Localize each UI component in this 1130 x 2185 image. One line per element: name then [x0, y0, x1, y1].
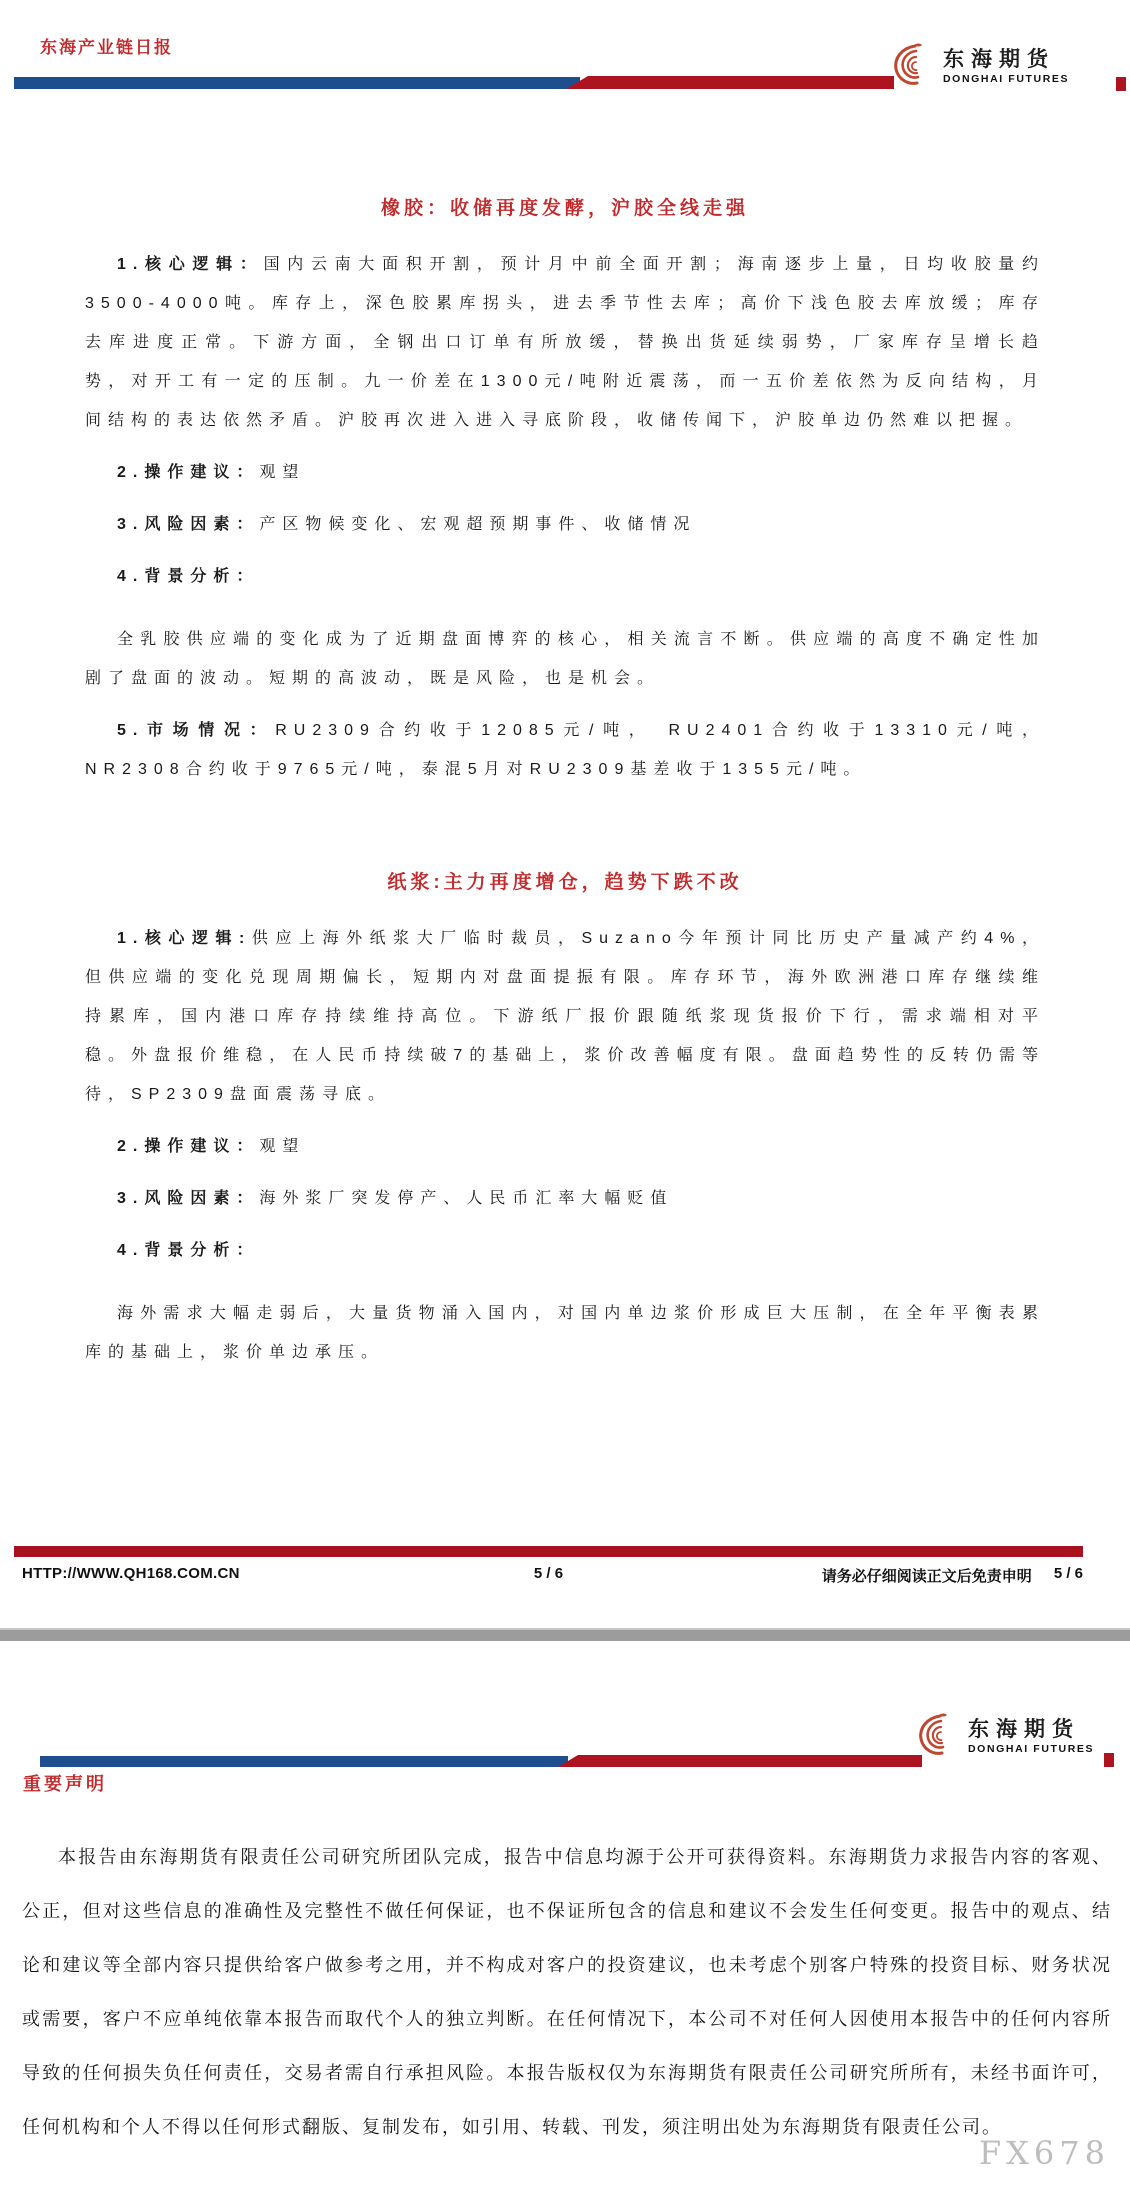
logo-cn-name: 东海期货	[943, 48, 1055, 72]
important-statement-title: 重要声明	[23, 1774, 107, 1794]
logo-red-square	[1104, 1753, 1114, 1767]
pulp-risk-factors	[85, 1179, 1045, 1218]
donghai-logo	[888, 40, 1069, 93]
item-text: 海外浆厂突发停产、人民币汇率大幅贬值	[259, 1190, 674, 1207]
fx678-watermark: FX678	[978, 2134, 1110, 2172]
page-footer	[14, 1560, 1083, 1588]
footer-right-group	[822, 1565, 1083, 1586]
item-label: 3.风险因素：	[117, 1190, 260, 1207]
rubber-core-logic	[85, 245, 1045, 440]
pulp-background-text: 海外需求大幅走弱后，大量货物涌入国内，对国内单边浆价形成巨大压制，在全年平衡表累库的基础上，浆价单边承压。	[85, 1305, 1045, 1361]
item-text: 供应上海外纸浆大厂临时裁员，Suzano今年预计同比历史产量减产约4%，但供应端的变化兑现周期偏长，短期内对盘面提振有限。库存环节，海外欧洲港口库存继续维持累库，国内港口库存持续维持高位。下游纸厂报价跟随纸浆现货报价下行，需求端相对平稳。外盘报价维稳，在人民币持续破7的基础上，浆价改善幅度有限。盘面趋势性的反转仍需等待，SP2309盘面震荡寻底。	[85, 930, 1045, 1103]
header-divider-red	[566, 76, 894, 89]
logo-red-square	[1116, 77, 1126, 91]
item-text: 国内云南大面积开割，预计月中前全面开割；海南逐步上量，日均收胶量约3500-4000吨。库存上，深色胶累库拐头，进去季节性去库；高价下浅色胶去库放缓；库存去库进度正常。下游方面，全钢出口订单有所放缓，替换出货延续弱势，厂家库存呈增长趋势，对开工有一定的压制。九一价差在1300元/吨附近震荡，而一五价差依然为反向结构，月间结构的表达依然矛盾。沪胶再次进入进入寻底阶段，收储传闻下，沪胶单边仍然难以把握。	[85, 256, 1045, 429]
item-text: RU2309合约收于12085元/吨， RU2401合约收于13310元/吨，NR2308合约收于9765元/吨，泰混5月对RU2309基差收于1355元/吨。	[85, 722, 1045, 778]
item-text: 观望	[259, 464, 306, 481]
rubber-advice	[85, 453, 1045, 492]
item-label: 1.核心逻辑:	[117, 930, 252, 947]
disclaimer-notice: 请务必仔细阅读正文后免责申明	[821, 1568, 1032, 1585]
item-label: 3.风险因素：	[117, 516, 260, 533]
item-label: 2.操作建议：	[117, 1138, 260, 1155]
logo-text	[943, 48, 1069, 84]
item-text: 观望	[259, 1138, 306, 1155]
page-number-right: 5 / 6	[1053, 1565, 1083, 1582]
pulp-advice	[85, 1127, 1045, 1166]
donghai-logo	[913, 1710, 1094, 1763]
dragon-logo-icon	[888, 40, 936, 93]
section-title-pulp: 纸浆:主力再度增仓，趋势下跌不改	[387, 872, 743, 893]
item-label: 4.背景分析：	[117, 1242, 260, 1259]
item-label: 2.操作建议：	[117, 464, 260, 481]
logo-en-name: DONGHAI FUTURES	[943, 72, 1070, 85]
page-number-center: 5 / 6	[533, 1565, 564, 1582]
header-divider-blue	[14, 77, 580, 89]
item-text: 产区物候变化、宏观超预期事件、收储情况	[259, 516, 697, 533]
item-label: 4.背景分析：	[117, 568, 260, 585]
item-label: 5.市场情况：	[117, 722, 276, 739]
company-url-link[interactable]: HTTP://WWW.QH168.COM.CN	[22, 1565, 240, 1582]
item-label: 1.核心逻辑：	[117, 256, 264, 273]
disclaimer-text: 本报告由东海期货有限责任公司研究所团队完成，报告中信息均源于公开可获得资料。东海期货力求报告内容的客观、公正，但对这些信息的准确性及完整性不做任何保证，也不保证所包含的信息和建议不会发生任何变更。报告中的观点、结论和建议等全部内容只提供给客户做参考之用，并不构成对客户的投资建议，也未考虑个别客户特殊的投资目标、财务状况或需要，客户不应单纯依靠本报告而取代个人的独立判断。在任何情况下，本公司不对任何人因使用本报告中的任何内容所导致的任何损失负任何责任，交易者需自行承担风险。本报告版权仅为东海期货有限责任公司研究所所有，未经书面许可，任何机构和个人不得以任何形式翻版、复制发布，如引用、转载、刊发，须注明出处为东海期货有限责任公司。	[22, 1847, 1112, 2137]
header-divider-blue	[40, 1756, 568, 1767]
logo-text	[968, 1718, 1094, 1754]
pulp-core-logic	[85, 919, 1045, 1114]
page-break-separator	[0, 1628, 1130, 1641]
rubber-market-info	[85, 711, 1045, 789]
rubber-background-text: 全乳胶供应端的变化成为了近期盘面博弈的核心，相关流言不断。供应端的高度不确定性加剧了盘面的波动。短期的高波动，既是风险，也是机会。	[85, 631, 1045, 687]
rubber-background-heading	[85, 557, 1045, 596]
report-body	[85, 195, 1045, 1372]
logo-en-name: DONGHAI FUTURES	[968, 1742, 1095, 1755]
logo-cn-name: 东海期货	[968, 1718, 1080, 1742]
rubber-risk-factors	[85, 505, 1045, 544]
footer-rule-bar	[14, 1546, 1083, 1557]
report-series-title: 东海产业链日报	[40, 38, 173, 57]
pulp-background-heading	[85, 1231, 1045, 1270]
header-divider-red	[558, 1755, 922, 1767]
section-title-rubber: 橡胶：收储再度发酵，沪胶全线走强	[380, 198, 749, 219]
